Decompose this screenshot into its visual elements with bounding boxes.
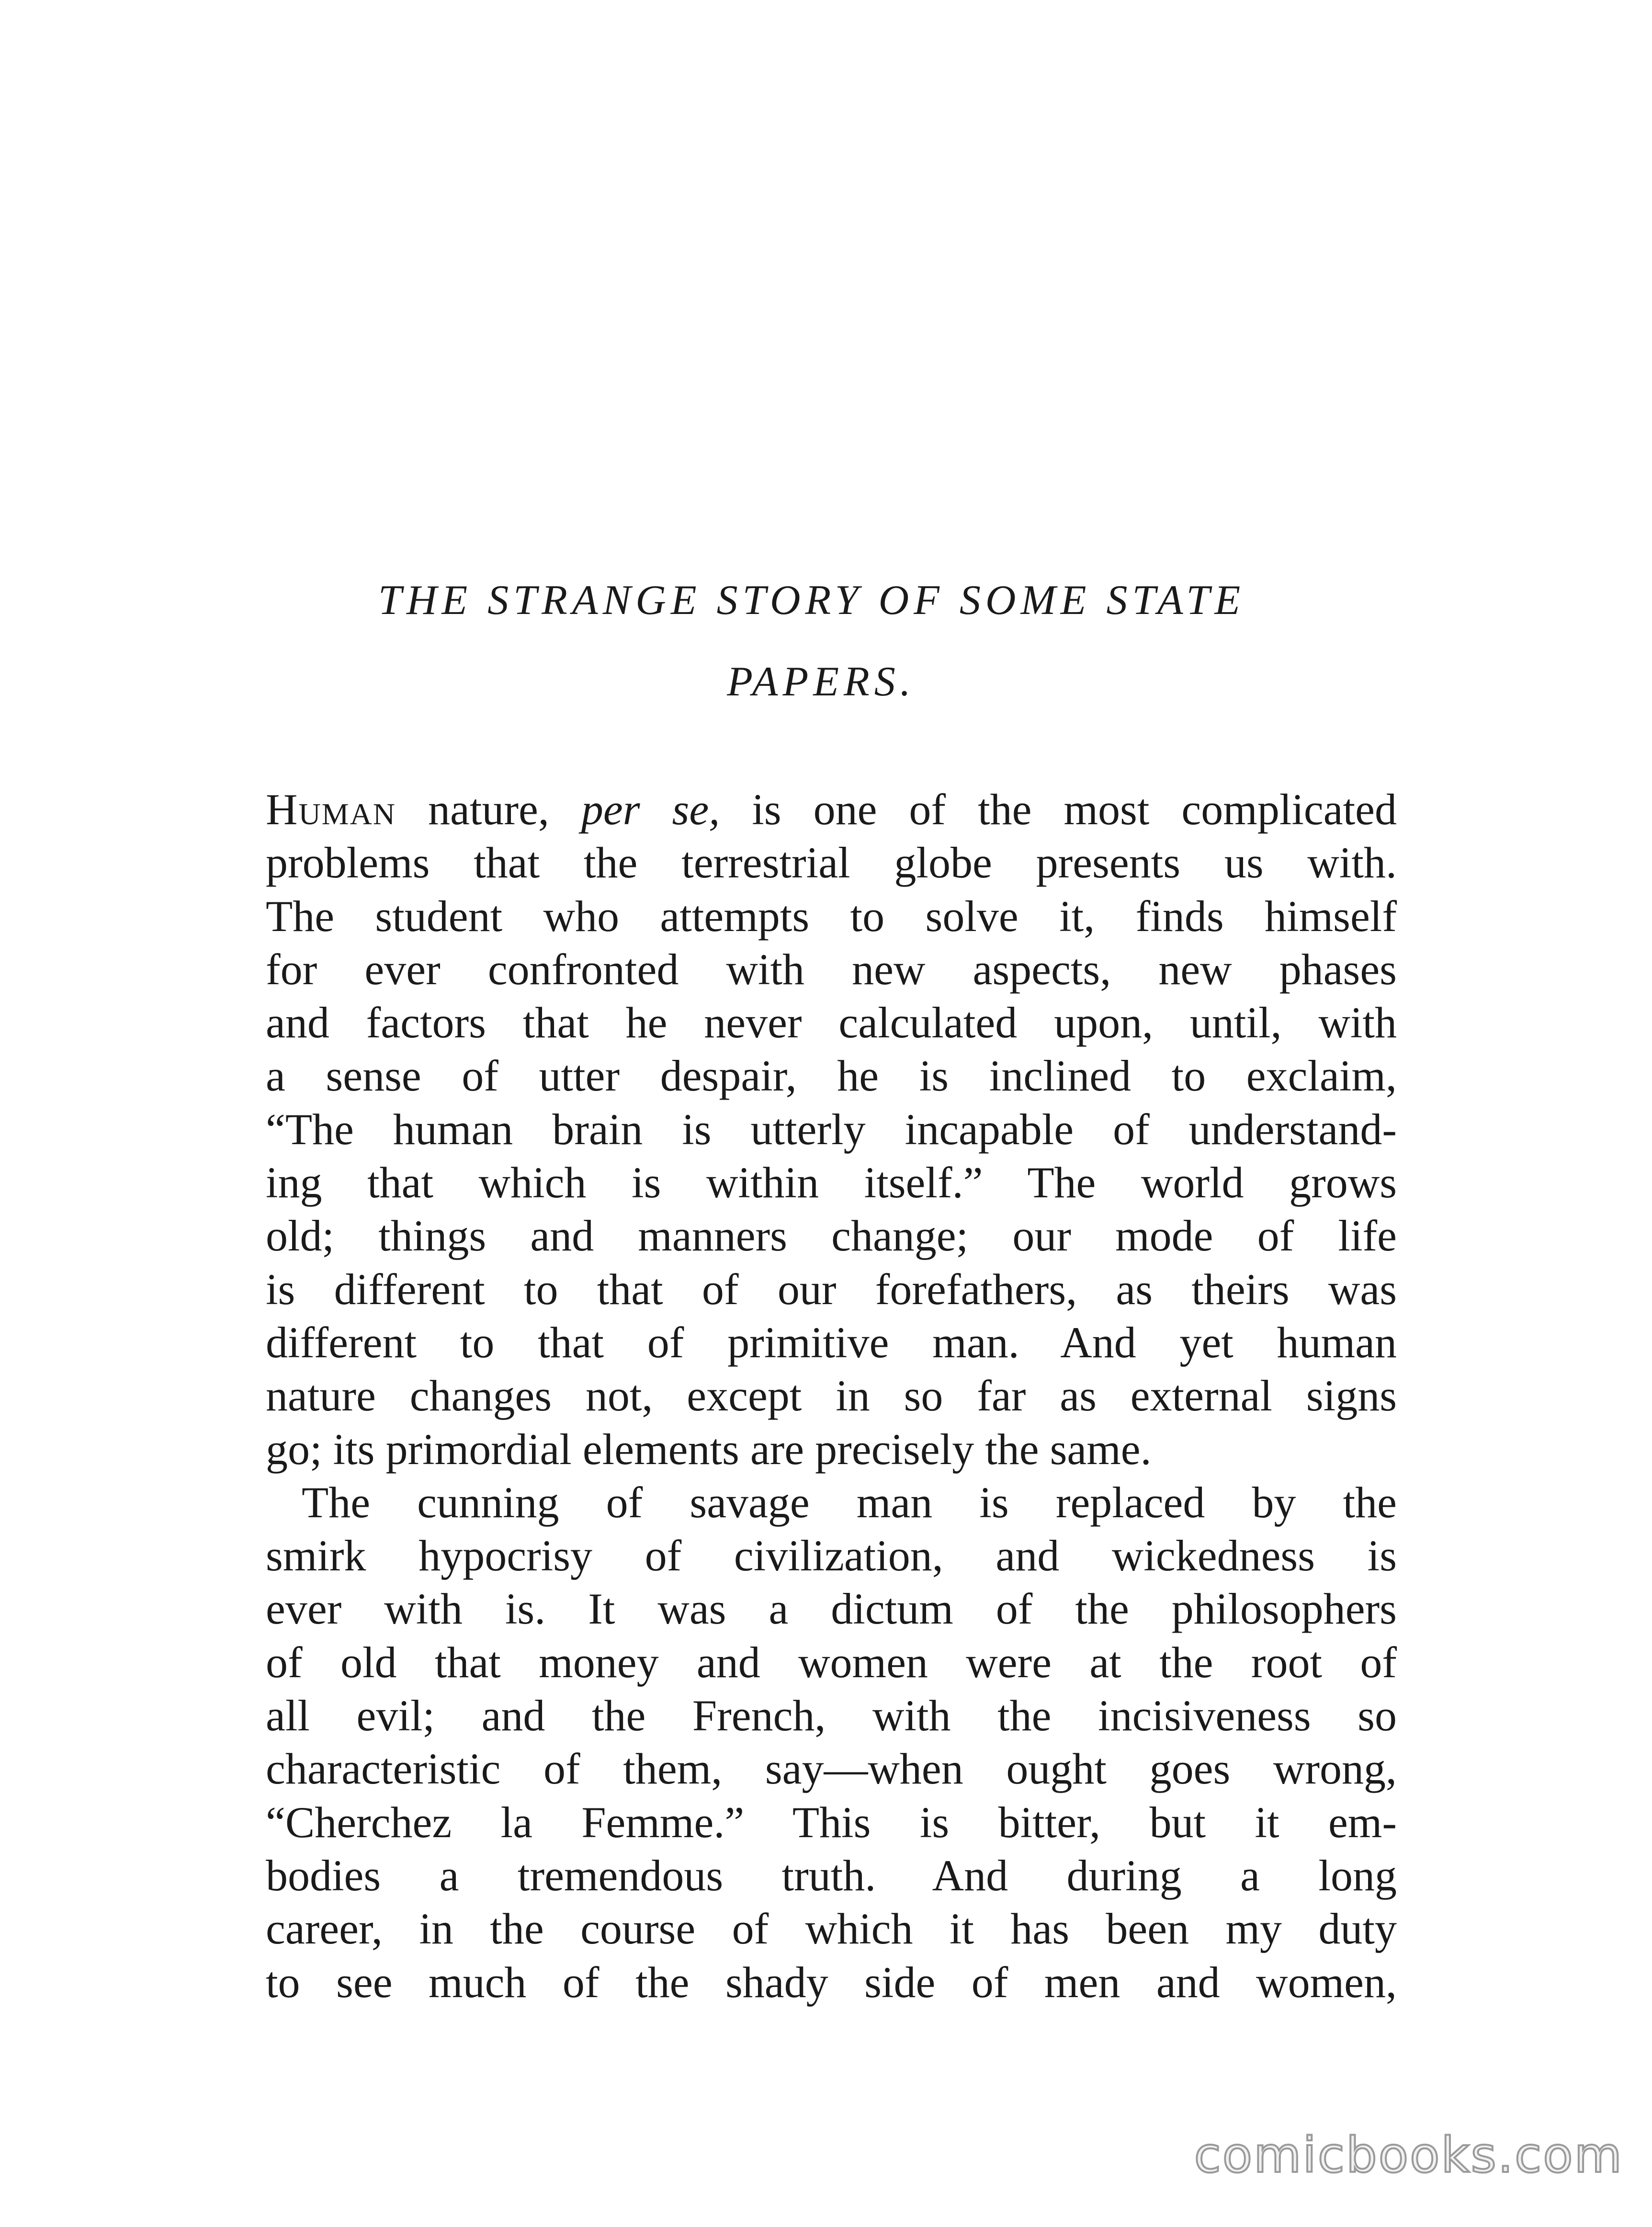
paragraph-2-line: characteristic of them, say—when ought goes wrong, [266,1744,1397,1794]
site-watermark: comicbooks.com [1194,2127,1623,2184]
text-segment: nature, [396,785,581,834]
paragraph-1-line: problems that the terrestrial globe presents us with. [266,838,1397,887]
chapter-title-line-1: THE STRANGE STORY OF SOME STATE [378,577,1245,624]
italic-phrase: per se, [581,785,720,834]
paragraph-1-line: old; things and manners change; our mode of life [266,1211,1397,1261]
paragraph-1-line: nature changes not, except in so far as external signs [266,1371,1397,1420]
paragraph-2-line: career, in the course of which it has been my duty [266,1904,1397,1954]
paragraph-1-line: is different to that of our forefathers, as theirs was [266,1264,1397,1314]
paragraph-2-line: to see much of the shady side of men and women, [266,1957,1397,2007]
paragraph-2-line: smirk hypocrisy of civilization, and wickedness is [266,1531,1397,1580]
paragraph-1-line: “The human brain is utterly incapable of understand- [266,1104,1397,1154]
paragraph-1-line-1 [266,783,1397,836]
paragraph-1-line: go; its primordial elements are precisely the same. [266,1424,1152,1474]
drop-small-caps-word: Human [266,785,396,834]
paragraph-1-line: for ever confronted with new aspects, new phases [266,944,1397,994]
body-text [266,783,1397,2009]
paragraph-1-line: ing that which is within itself.” The world grows [266,1158,1397,1207]
paragraph-2-line: of old that money and women were at the root of [266,1637,1397,1687]
text-segment: is one of the most complicated [720,785,1397,834]
chapter-title-line-2: PAPERS. [727,659,916,705]
paragraph-2-line: ever with is. It was a dictum of the philosophers [266,1584,1397,1634]
paragraph-2-line: The cunning of savage man is replaced by the [302,1477,1397,1527]
paragraph-1-line: different to that of primitive man. And yet human [266,1318,1397,1367]
paragraph-1-line: a sense of utter despair, he is inclined to exclaim, [266,1051,1397,1101]
paragraph-2-line: bodies a tremendous truth. And during a long [266,1851,1397,1900]
paragraph-2-line: all evil; and the French, with the incisiveness so [266,1691,1397,1740]
paragraph-1-line: and factors that he never calculated upon, until, with [266,998,1397,1047]
paragraph-1-line: The student who attempts to solve it, finds himself [266,891,1397,941]
paragraph-2-line: “Cherchez la Femme.” This is bitter, but it em- [266,1797,1397,1847]
